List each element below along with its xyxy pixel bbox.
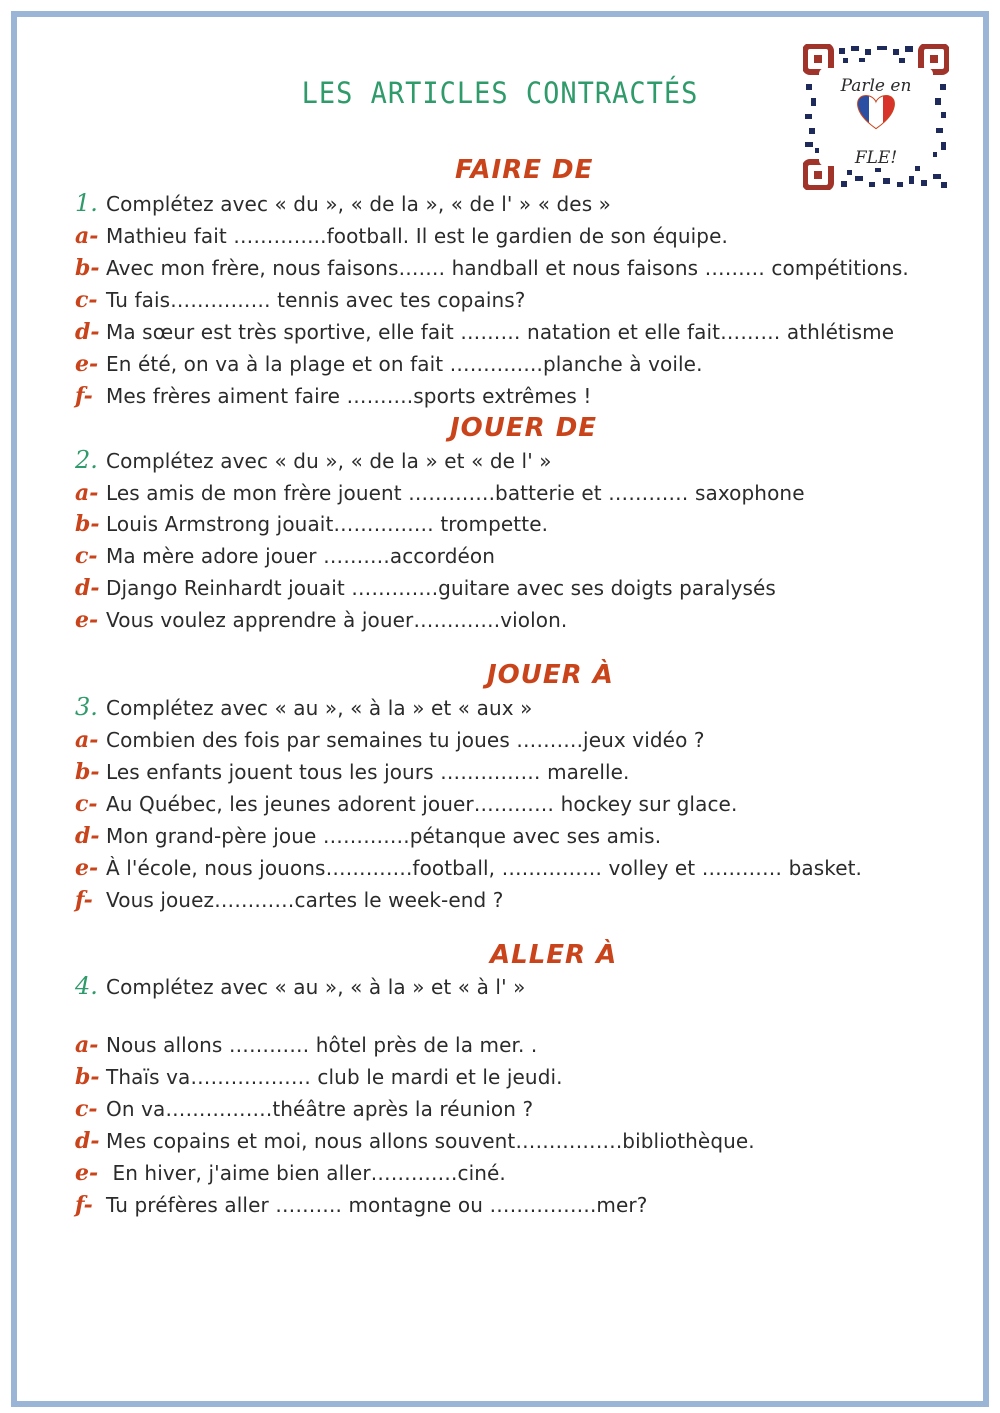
item-text: Louis Armstrong jouait…………… trompette. — [106, 512, 549, 536]
exercise-item — [75, 789, 940, 819]
item-marker: a- — [75, 1032, 99, 1058]
item-marker: b- — [75, 511, 100, 537]
item-marker: b- — [75, 759, 100, 785]
exercise-item — [75, 885, 940, 915]
exercise-item — [75, 725, 940, 755]
exercise-item — [75, 253, 940, 283]
item-marker: d- — [75, 1128, 100, 1154]
item-text: À l'école, nous jouons………….football, …………… volley et ………… basket. — [106, 856, 863, 880]
exercise-instruction — [75, 692, 940, 722]
exercise-item — [75, 1062, 940, 1092]
page-title: LES ARTICLES CONTRACTÉS — [301, 76, 699, 111]
exercise-number: 3. — [75, 693, 98, 721]
exercise-item — [75, 573, 940, 603]
item-marker: d- — [75, 319, 100, 345]
item-marker: f- — [75, 1192, 93, 1218]
item-marker: f- — [75, 887, 93, 913]
exercise-item — [75, 381, 940, 411]
exercise-item — [75, 1190, 940, 1220]
item-text: Les amis de mon frère jouent ………….batterie et ………… saxophone — [106, 481, 805, 505]
exercise-instruction — [75, 445, 940, 475]
exercise-item — [75, 285, 940, 315]
item-marker: f- — [75, 383, 93, 409]
item-text: Vous jouez…………cartes le week-end ? — [106, 888, 504, 912]
exercise-item — [75, 349, 940, 379]
item-marker: c- — [75, 543, 98, 569]
exercise-item — [75, 1030, 940, 1060]
item-text: Tu préfères aller ………. montagne ou …………….mer? — [106, 1193, 648, 1217]
exercise-item — [75, 605, 940, 635]
exercise-number: 1. — [75, 189, 98, 217]
item-text: Django Reinhardt jouait ………….guitare avec ses doigts paralysés — [106, 576, 776, 600]
instruction-text: Complétez avec « au », « à la » et « à l' » — [106, 975, 526, 999]
section-heading-faire-de: FAIRE DE — [455, 155, 594, 185]
item-text: Avec mon frère, nous faisons……. handball et nous faisons ……… compétitions. — [106, 256, 909, 280]
exercise-item — [75, 1094, 940, 1124]
exercise-instruction — [75, 188, 940, 218]
item-marker: e- — [75, 855, 99, 881]
parle-en-fle-logo — [803, 44, 949, 190]
exercise-item — [75, 509, 940, 539]
instruction-text: Complétez avec « du », « de la », « de l' » « des » — [106, 192, 612, 216]
logo-text-top: Parle en — [840, 76, 912, 96]
exercise-number: 2. — [75, 446, 98, 474]
item-text: On va…………….théâtre après la réunion ? — [106, 1097, 534, 1121]
item-text: Au Québec, les jeunes adorent jouer………… hockey sur glace. — [106, 792, 738, 816]
item-text: Mes frères aiment faire ……….sports extrêmes ! — [106, 384, 592, 408]
exercise-item — [75, 853, 940, 883]
item-marker: a- — [75, 480, 99, 506]
item-marker: e- — [75, 1160, 99, 1186]
item-marker: d- — [75, 823, 100, 849]
item-text: Vous voulez apprendre à jouer………….violon. — [106, 608, 568, 632]
exercise-item — [75, 541, 940, 571]
section-heading-aller-a: ALLER À — [490, 940, 618, 970]
item-marker: c- — [75, 791, 98, 817]
logo-text-bottom: FLE! — [854, 148, 898, 168]
item-marker: e- — [75, 351, 99, 377]
item-marker: a- — [75, 223, 99, 249]
item-text: Combien des fois par semaines tu joues ……….jeux vidéo ? — [106, 728, 705, 752]
item-marker: b- — [75, 1064, 100, 1090]
section-heading-jouer-a: JOUER À — [487, 660, 614, 690]
item-marker: d- — [75, 575, 100, 601]
item-text: Mes copains et moi, nous allons souvent…………….bibliothèque. — [106, 1129, 755, 1153]
item-text: Mathieu fait …………..football. Il est le gardien de son équipe. — [106, 224, 728, 248]
exercise-instruction — [75, 971, 940, 1001]
exercise-item — [75, 1126, 940, 1156]
exercise-item — [75, 1158, 940, 1188]
exercise-item — [75, 317, 940, 347]
item-text: Thaïs va……………… club le mardi et le jeudi. — [106, 1065, 563, 1089]
section-heading-jouer-de: JOUER DE — [450, 413, 598, 443]
item-text: Nous allons ………… hôtel près de la mer. . — [106, 1033, 538, 1057]
exercise-item — [75, 478, 940, 508]
item-text: En hiver, j'aime bien aller………….ciné. — [106, 1161, 506, 1185]
item-text: Ma mère adore jouer ……….accordéon — [106, 544, 496, 568]
exercise-number: 4. — [75, 972, 98, 1000]
item-text: Mon grand-père joue ………….pétanque avec ses amis. — [106, 824, 662, 848]
item-text: En été, on va à la plage et on fait …………..planche à voile. — [106, 352, 703, 376]
item-marker: b- — [75, 255, 100, 281]
exercise-item — [75, 221, 940, 251]
item-marker: c- — [75, 1096, 98, 1122]
item-text: Les enfants jouent tous les jours …………… marelle. — [106, 760, 630, 784]
item-marker: e- — [75, 607, 99, 633]
item-text: Ma sœur est très sportive, elle fait ……… natation et elle fait……… athlétisme — [106, 320, 895, 344]
exercise-item — [75, 821, 940, 851]
exercise-item — [75, 757, 940, 787]
instruction-text: Complétez avec « au », « à la » et « aux » — [106, 696, 533, 720]
item-marker: c- — [75, 287, 98, 313]
item-text: Tu fais…………… tennis avec tes copains? — [106, 288, 526, 312]
item-marker: a- — [75, 727, 99, 753]
instruction-text: Complétez avec « du », « de la » et « de l' » — [106, 449, 552, 473]
